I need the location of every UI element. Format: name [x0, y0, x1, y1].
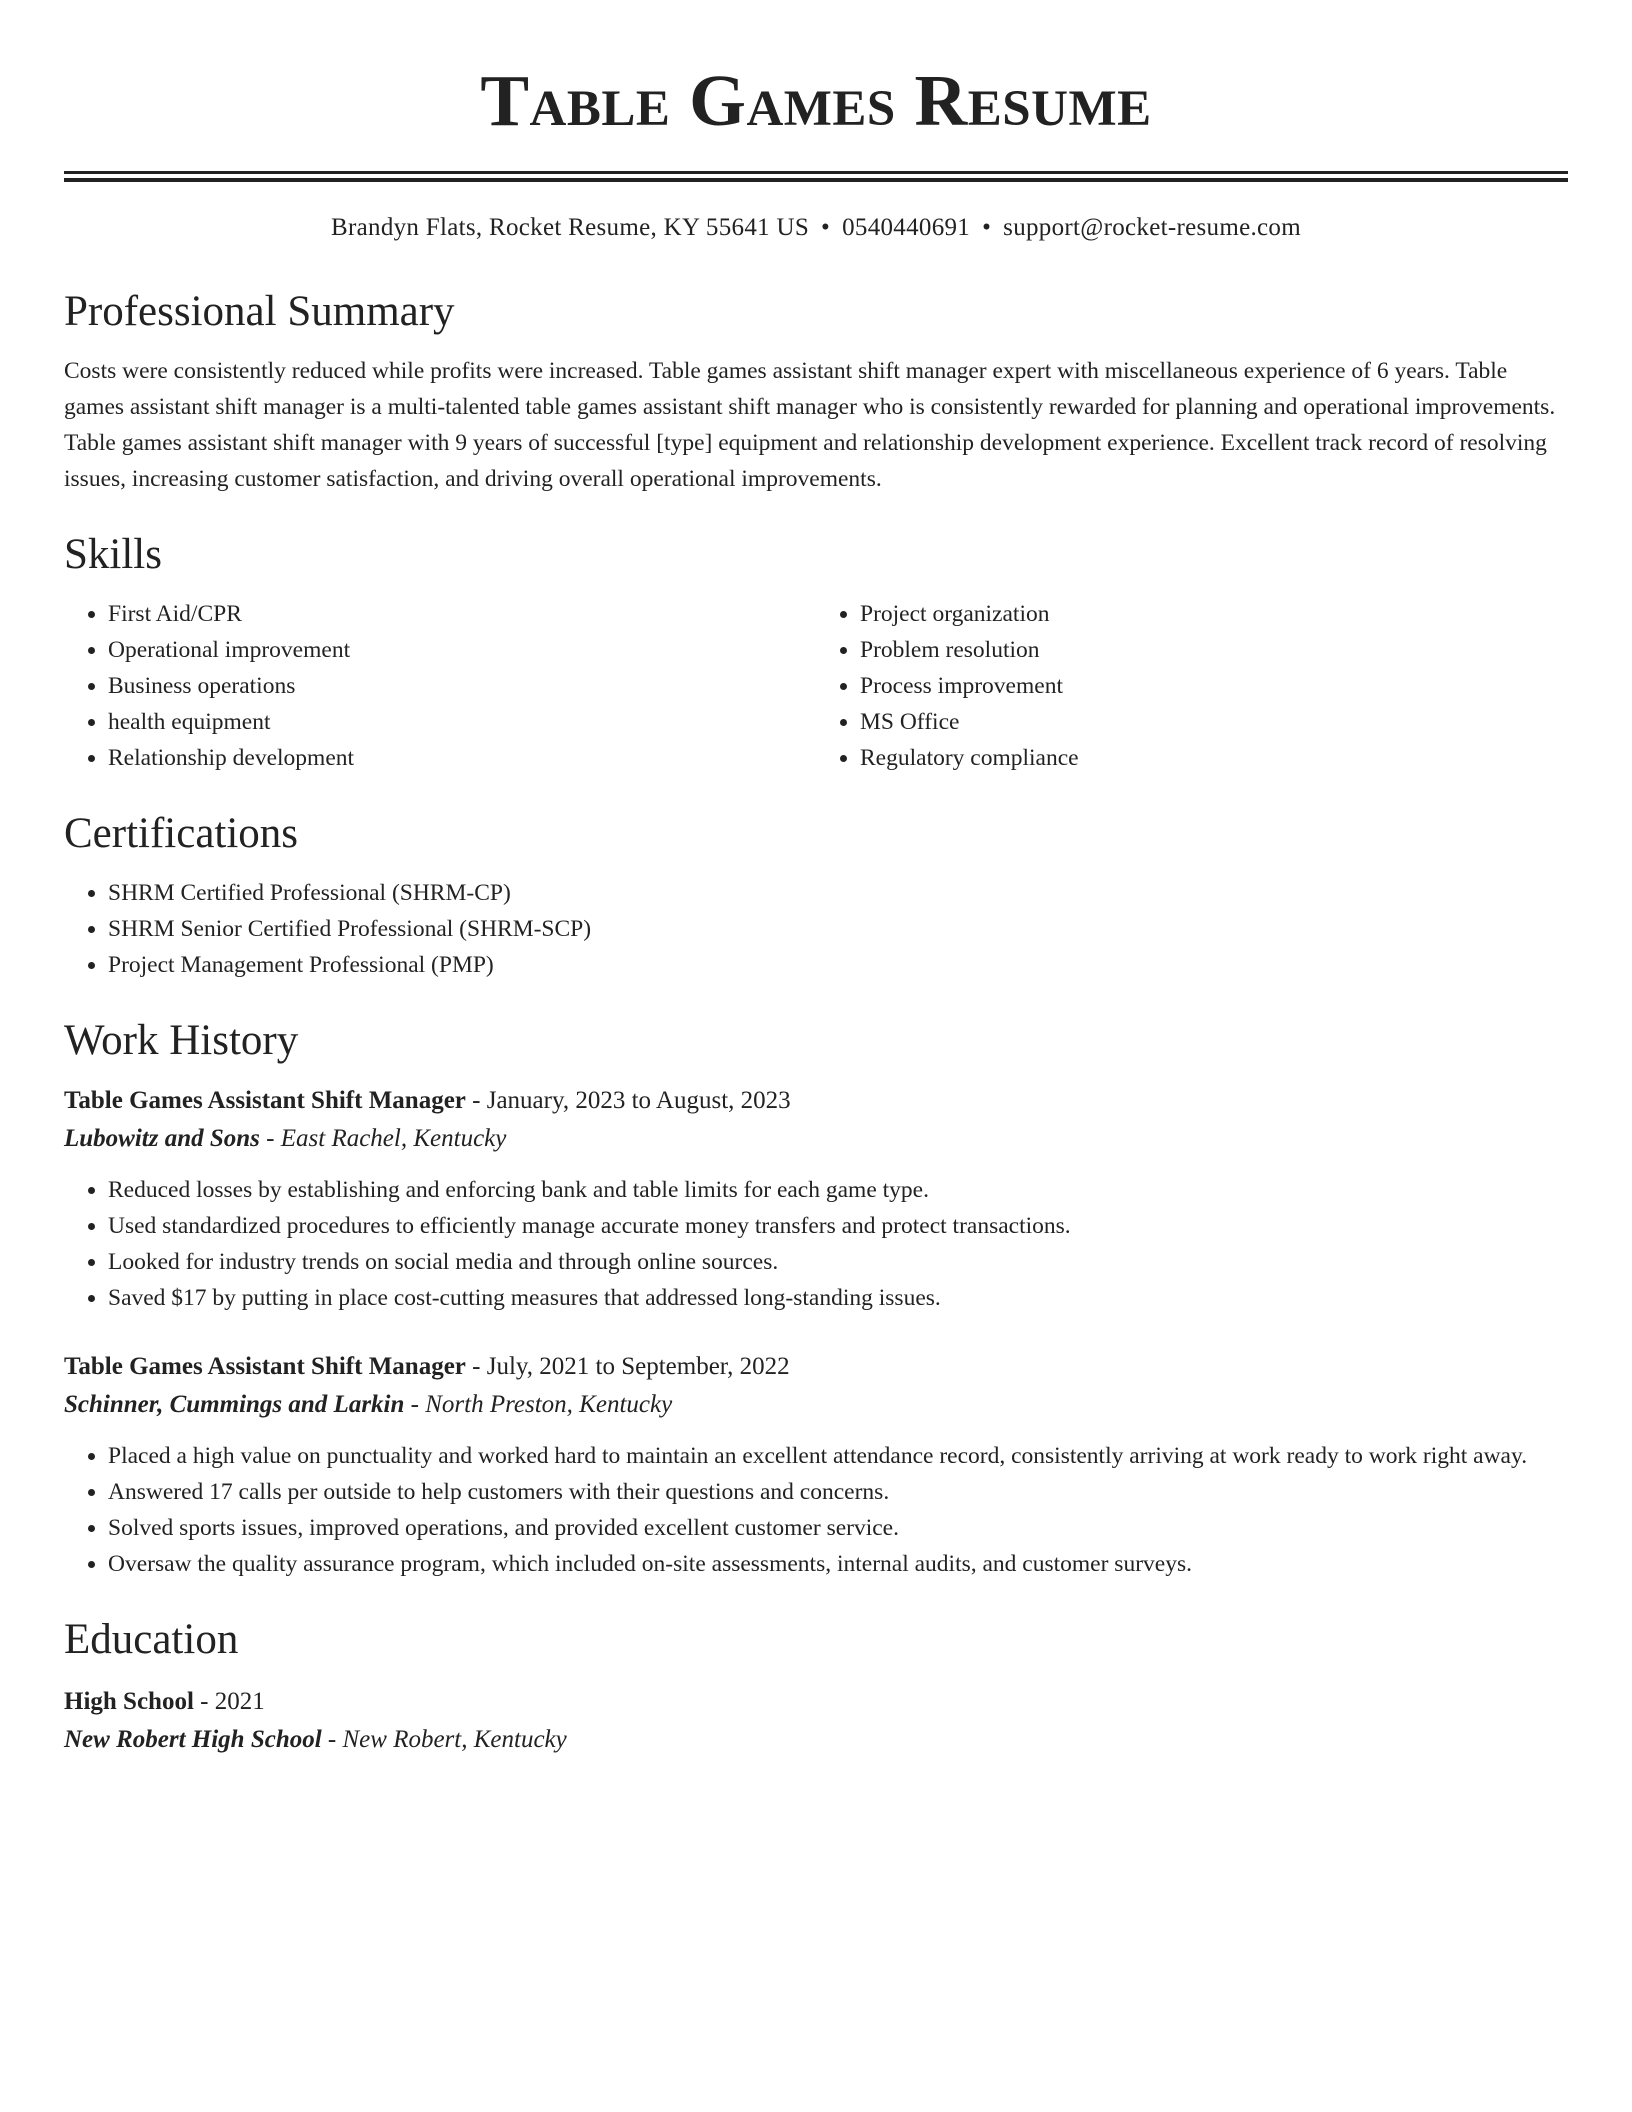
job-bullet: • Used standardized procedures to efficiently manage accurate money transfers and protect transactions.	[108, 1208, 1568, 1244]
job-bullet: • Saved $17 by putting in place cost-cutting measures that addressed long-standing issues.	[108, 1280, 1568, 1316]
job-title: Table Games Assistant Shift Manager	[64, 1087, 466, 1114]
contact-line	[64, 214, 1568, 242]
job-employer	[64, 1386, 1568, 1424]
skills-list	[64, 596, 1568, 776]
job-bullet: • Reduced losses by establishing and enforcing bank and table limits for each game type.	[108, 1172, 1568, 1208]
job-bullets	[64, 1172, 1568, 1316]
skill-item: • health equipment	[108, 704, 816, 740]
school-name: New Robert High School	[64, 1726, 322, 1753]
company-name: Schinner, Cummings and Larkin	[64, 1391, 405, 1418]
contact-separator: •	[821, 214, 831, 241]
skill-item: • First Aid/CPR	[108, 596, 816, 632]
summary-heading: Professional Summary	[64, 288, 455, 335]
company-name: Lubowitz and Sons	[64, 1125, 260, 1152]
job-bullet: • Answered 17 calls per outside to help customers with their questions and concerns.	[108, 1474, 1568, 1510]
job-bullet: • Solved sports issues, improved operations, and provided excellent customer service.	[108, 1510, 1568, 1546]
resume-title: Table Games Resume	[480, 60, 1152, 141]
company-location: - North Preston, Kentucky	[404, 1391, 673, 1418]
certification-item: • SHRM Senior Certified Professional (SHRM-SCP)	[108, 911, 1568, 947]
job-dates: - July, 2021 to September, 2022	[465, 1353, 790, 1380]
certifications-heading: Certifications	[64, 810, 299, 857]
contact-separator: •	[982, 214, 992, 241]
company-location: - East Rachel, Kentucky	[259, 1125, 507, 1152]
skill-item: • Project organization	[860, 596, 1568, 632]
skills-heading: Skills	[64, 531, 162, 578]
contact-phone: 0540440691	[842, 214, 971, 241]
school-line	[64, 1721, 1568, 1759]
work-history-heading: Work History	[64, 1017, 299, 1064]
contact-email: support@rocket-resume.com	[1003, 214, 1301, 241]
degree-name: High School	[64, 1688, 194, 1715]
job-header	[64, 1082, 1568, 1120]
skills-column-left	[64, 596, 816, 776]
job-bullet: • Looked for industry trends on social media and through online sources.	[108, 1244, 1568, 1280]
education-heading: Education	[64, 1616, 239, 1663]
certification-item: • Project Management Professional (PMP)	[108, 947, 1568, 983]
skill-item: • Business operations	[108, 668, 816, 704]
school-location: - New Robert, Kentucky	[321, 1726, 567, 1753]
summary-text: Costs were consistently reduced while profits were increased. Table games assistant shift manager expert with miscellaneous experience of 6 years. Table games assistant shift manager is a multi-talented table games assistant shift manager who is consistently rewarded for planning and operational improvements. Table games assistant shift manager with 9 years of successful [type] equipment and relationship development experience. Excellent track record of resolving issues, increasing customer satisfaction, and driving overall operational improvements.	[64, 358, 1556, 492]
job-header	[64, 1348, 1568, 1386]
job-entry	[64, 1348, 1568, 1582]
job-employer	[64, 1120, 1568, 1158]
skill-item: • Operational improvement	[108, 632, 816, 668]
skill-item: • Problem resolution	[860, 632, 1568, 668]
contact-address: Brandyn Flats, Rocket Resume, KY 55641 US	[331, 214, 810, 241]
graduation-year: - 2021	[193, 1688, 265, 1715]
education-entry	[64, 1683, 1568, 1759]
title-divider	[64, 171, 1568, 182]
job-bullet: • Oversaw the quality assurance program, which included on-site assessments, internal audits, and customer surveys.	[108, 1546, 1568, 1582]
skill-item: • Regulatory compliance	[860, 740, 1568, 776]
education-header	[64, 1683, 1568, 1721]
certification-item: • SHRM Certified Professional (SHRM-CP)	[108, 875, 1568, 911]
job-bullets	[64, 1438, 1568, 1582]
skill-item: • Relationship development	[108, 740, 816, 776]
skill-item: • MS Office	[860, 704, 1568, 740]
certifications-list	[64, 875, 1568, 983]
job-title: Table Games Assistant Shift Manager	[64, 1353, 466, 1380]
job-dates: - January, 2023 to August, 2023	[465, 1087, 791, 1114]
job-entry	[64, 1082, 1568, 1316]
skills-column-right	[816, 596, 1568, 776]
skill-item: • Process improvement	[860, 668, 1568, 704]
job-bullet: • Placed a high value on punctuality and worked hard to maintain an excellent attendance record, consistently arriving at work ready to work right away.	[108, 1438, 1568, 1474]
